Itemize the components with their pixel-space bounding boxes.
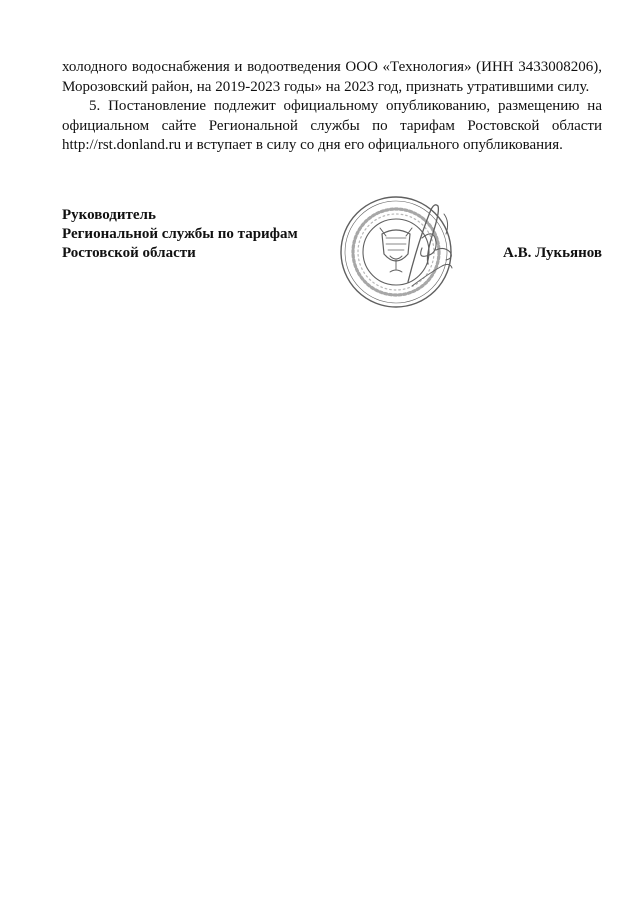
official-seal-stamp <box>338 190 488 312</box>
paragraph-5: 5. Постановление подлежит официальному опубликованию, размещению на официальном сайте Региональной службы по тарифам Ростовской области http://rst.donland.ru и вступает в силу со дня его официального опубликования. <box>62 98 602 153</box>
signer-position-line-3: Ростовской области <box>62 245 196 261</box>
document-body <box>62 58 602 156</box>
signer-position-line-1: Руководитель <box>62 207 156 223</box>
paragraph-continuation: холодного водоснабжения и водоотведения ООО «Технология» (ИНН 3433008206), Морозовский район, на 2019-2023 годы» на 2023 год, признать утратившими силу. <box>62 59 602 95</box>
signer-name: А.В. Лукьянов <box>503 245 602 261</box>
signer-position <box>62 206 322 263</box>
signer-position-line-2: Региональной службы по тарифам <box>62 226 298 242</box>
